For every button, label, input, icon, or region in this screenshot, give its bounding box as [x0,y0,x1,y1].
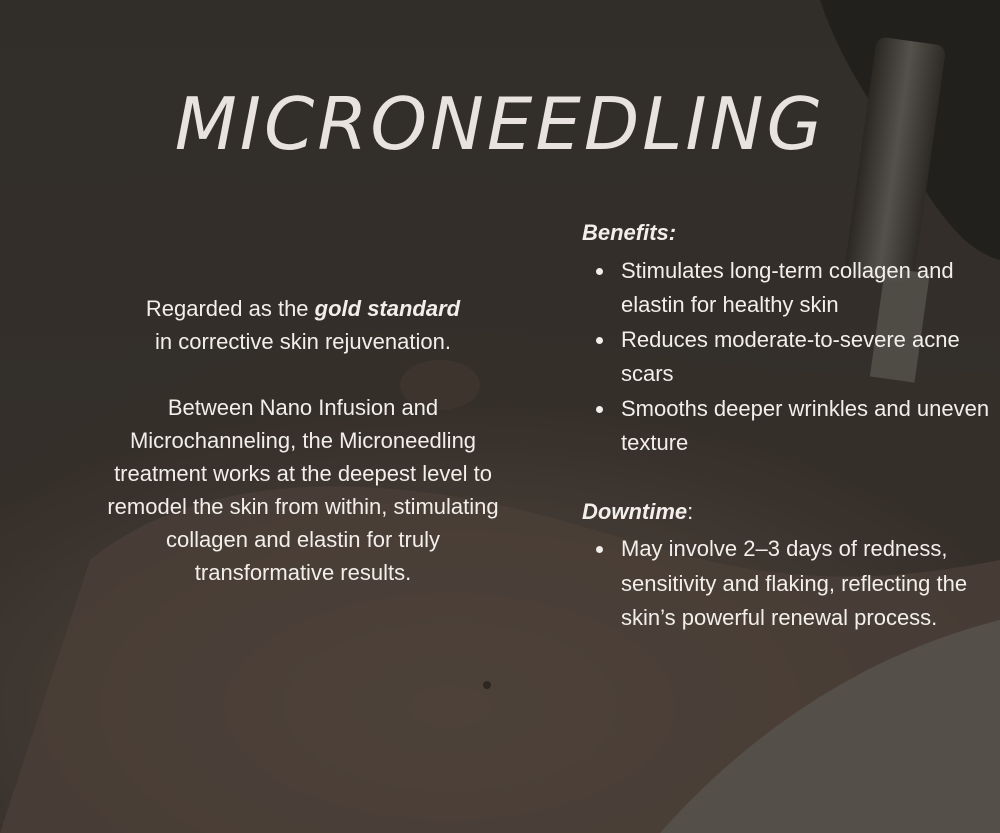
benefits-heading: Benefits: [582,220,677,245]
list-item: Reduces moderate-to-severe acne scars [621,323,992,392]
downtime-heading-text: Downtime [582,498,688,524]
intro-prefix: Regarded as the [145,296,315,321]
downtime-list [582,532,992,636]
description: Between Nano Infusion and Microchanneling, the Microneedling treatment works at the deepest level to remodel the skin from within, stimulating collagen and elastin for truly transformative results. [107,395,499,585]
intro-emphasis: gold standard [314,296,461,321]
intro-block [103,292,503,589]
list-item: Smooths deeper wrinkles and uneven texture [621,392,992,461]
intro-line-2: in corrective skin rejuvenation. [155,329,451,354]
page-title: MICRONEEDLING [174,82,826,166]
benefits-list [582,254,992,461]
intro-line [103,292,503,325]
details-block [582,216,992,636]
list-item: Stimulates long-term collagen and elastin for healthy skin [621,254,992,323]
downtime-colon: : [687,498,694,524]
downtime-heading [582,495,992,530]
list-item: May involve 2–3 days of redness, sensitivity and flaking, reflecting the skin’s powerful renewal process. [621,532,992,636]
